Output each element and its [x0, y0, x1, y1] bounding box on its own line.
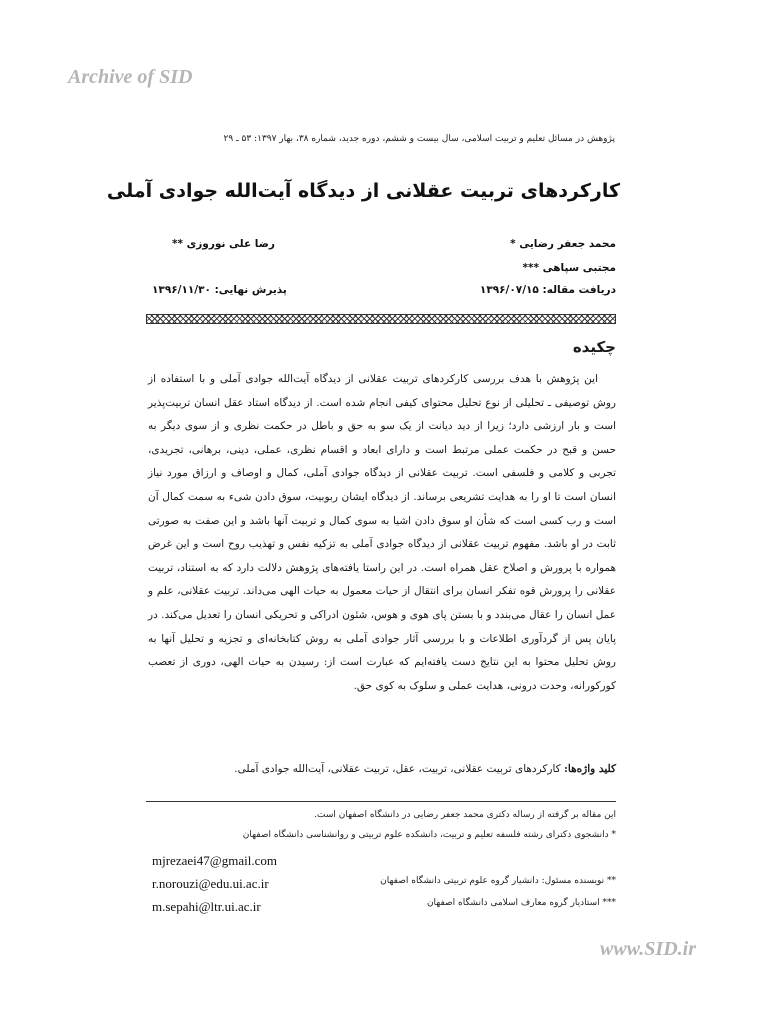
watermark-archive-of-sid: Archive of SID	[68, 66, 193, 88]
footnote-author-1: * دانشجوی دکترای رشته فلسفه تعلیم و تربیت، دانشکده علوم تربیتی و روانشناسی دانشگاه اصفهان	[242, 830, 616, 840]
received-date: دریافت مقاله: ۱۳۹۶/۰۷/۱۵	[479, 284, 616, 296]
footnote-author-3: *** استادیار گروه معارف اسلامی دانشگاه اصفهان	[426, 898, 616, 908]
keywords	[148, 758, 616, 780]
email-author-1: mjrezaei47@gmail.com	[152, 853, 277, 868]
email-author-3: m.sepahi@ltr.ui.ac.ir	[152, 899, 261, 914]
article-title: کارکردهای تربیت عقلانی از دیدگاه آیت‌الله جوادی آملی	[106, 180, 620, 202]
author-3: مجتبی سپاهی ***	[522, 262, 616, 274]
accepted-date: پذیرش نهایی: ۱۳۹۶/۱۱/۳۰	[152, 284, 287, 296]
footnote-divider	[146, 801, 616, 802]
author-1: محمد جعفر رضایی *	[510, 238, 616, 250]
keywords-text: کارکردهای تربیت عقلانی، تربیت، عقل، تربیت عقلانی، آیت‌الله جوادی آملی.	[234, 763, 561, 775]
author-2: رضا علی نوروزی **	[172, 238, 275, 250]
abstract-heading: چکیده	[572, 338, 616, 356]
abstract-body	[148, 368, 616, 698]
footnote-author-2: ** نویسنده مسئول: دانشیار گروه علوم تربیتی دانشگاه اصفهان	[380, 876, 616, 886]
footnote-source: این مقاله بر گرفته از رساله دکتری محمد جعفر رضایی در دانشگاه اصفهان است.	[314, 810, 616, 820]
decorative-divider	[146, 314, 616, 324]
keywords-label: کلید واژه‌ها:	[564, 763, 616, 775]
abstract-paragraph: این پژوهش با هدف بررسی کارکردهای تربیت عقلانی از دیدگاه آیت‌الله جوادی آملی و با استفاده از روش توصیفی ـ تحلیلی از نوع تحلیل محتوای کیفی انجام شده است. از دیدگاه استاد عقل انسان تربیت‌پذیر است و بار ارزشی دارد؛ زیرا از دید دیانت از یک سو به حق و باطل در حکمت نظری و از سوی دیگر به حسن و قبح در حکمت عملی مرتبط است و دارای ابعاد و اقسام نظری، عملی، دینی، برهانی، تجریدی، تجربی و کلامی و فلسفی است. تربیت عقلانی از دیدگاه جوادی آملی، کمال و اوصاف و ارزاق مورد نیاز انسان است تا او را به هدایت تشریعی برساند. از دیدگاه ایشان ربوبیت، سوق دادن شیء به سمت کمال آن است و رب کسی است که شأن او سوق دادن اشیا به سوی کمال و تربیت آنها باشد و این صفت به صورتی ثابت در او باشد. مفهوم تربیت عقلانی از دیدگاه جوادی آملی به تزکیه نفس و تهذیب روح است و این غرض همواره با پرورش و اصلاح عقل همراه است. در این راستا یافته‌های پژوهش دلالت دارد که به استناد، تربیت عقلانی را پرورش قوه تفکر انسان برای انتقال از حیات معمول به حیات الهی می‌داند. تربیت عقلانی، علم و عمل انسان را عقال می‌بندد و با بستن پای هوی و هوس، شئون ادراکی و تحریکی انسان را تعدیل می‌کند. در پایان پس از گردآوری اطلاعات و با بررسی آثار جوادی آملی به روش کتابخانه‌ای و تجزیه و تحلیل آنها به روش تحلیل محتوا به این نتایج دست یافته‌ایم که عبارت است از: رسیدن به حیات الهی، دوری از تعصب کورکورانه، وحدت درونی، هدایت عملی و سلوک به کوی حق.	[148, 373, 616, 692]
journal-citation: پژوهش در مسائل تعلیم و تربیت اسلامی، سال بیست و ششم، دوره جدید، شماره ۳۸، بهار ۱۳۹۷: ۵۳ ـ ۲۹	[223, 134, 615, 144]
email-author-2: r.norouzi@edu.ui.ac.ir	[152, 876, 269, 891]
watermark-sid-url: www.SID.ir	[600, 938, 696, 960]
